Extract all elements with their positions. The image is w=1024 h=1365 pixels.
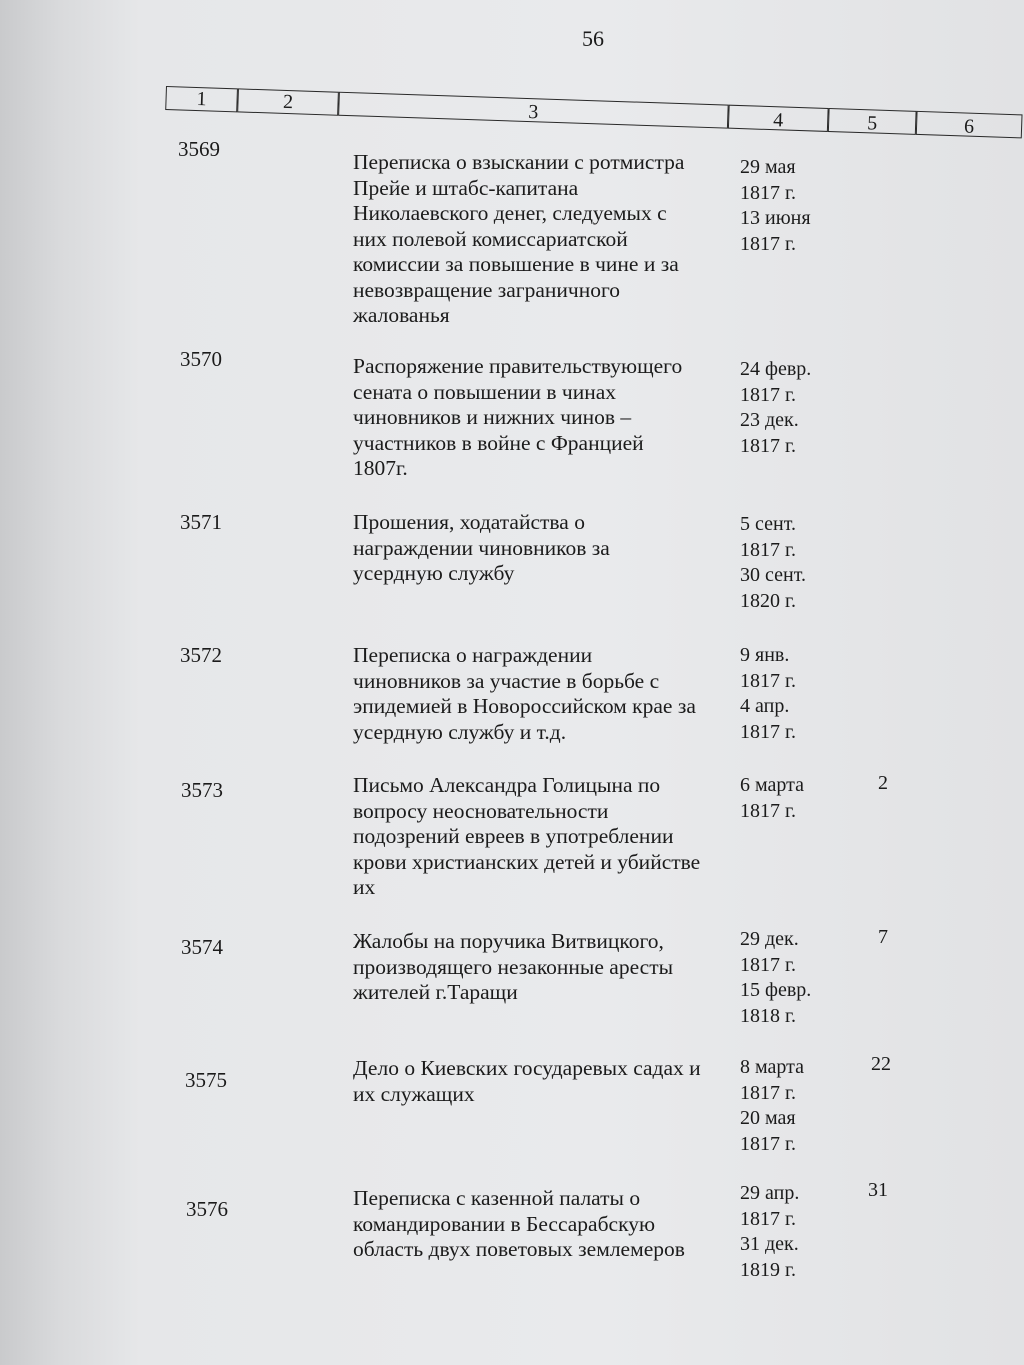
description-line: их [353, 875, 376, 899]
header-col-4: 4 [728, 105, 829, 132]
description-line: Распоряжение правительствующего [353, 354, 683, 378]
entry-dates [740, 927, 850, 1029]
date-line: 29 дек. [740, 928, 799, 950]
description-line: командировании в Бессарабскую [353, 1211, 656, 1236]
description-line: Дело о Киевских государевых садах и [353, 1056, 701, 1080]
date-line: 1817 г. [740, 669, 796, 692]
entry-number: 3570 [180, 347, 222, 371]
entry-description [353, 1186, 725, 1263]
description-line: комиссии за повышение в чине и за [353, 252, 679, 276]
entry-description [353, 929, 725, 1006]
description-line: них полевой комиссариатской [353, 226, 628, 251]
header-col-5: 5 [828, 108, 917, 135]
date-line: 1817 г. [740, 799, 796, 822]
date-line: 30 сент. [740, 564, 806, 586]
date-line: 1817 г. [740, 181, 796, 204]
header-col-3: 3 [338, 92, 729, 129]
header-col-1: 1 [165, 86, 238, 112]
date-line: 1817 г. [740, 1132, 796, 1155]
date-line: 1817 г. [740, 953, 796, 976]
description-line: участников в войне с Францией [353, 430, 644, 455]
date-line: 1819 г. [740, 1258, 796, 1281]
sheet-count: 22 [871, 1053, 891, 1075]
entry-description [353, 643, 725, 745]
description-line: подозрений евреев в употреблении [353, 824, 674, 848]
date-line: 1820 г. [740, 589, 796, 612]
description-line: Прейе и штабс-капитана [353, 175, 579, 200]
date-line: 1817 г. [740, 1207, 796, 1230]
description-line: Переписка о награждении [353, 643, 593, 667]
entry-description [353, 510, 725, 587]
description-line: жителей г.Таращи [353, 980, 518, 1004]
description-line: Прошения, ходатайства о [353, 510, 585, 534]
entry-dates [740, 155, 850, 257]
date-line: 31 дек. [740, 1233, 799, 1255]
entry-number: 3569 [178, 137, 220, 161]
entry-dates [740, 1055, 850, 1157]
description-line: крови христианских детей и убийстве [353, 849, 701, 874]
entry-number: 3571 [180, 510, 222, 534]
entry-dates [740, 512, 850, 614]
header-col-2: 2 [237, 88, 339, 115]
header-col-6: 6 [916, 111, 1023, 139]
sheet-count: 31 [868, 1179, 888, 1201]
date-line: 20 мая [740, 1107, 796, 1129]
description-line: Письмо Александра Голицына по [353, 773, 661, 797]
date-line: 29 апр. [740, 1182, 800, 1204]
date-line: 6 марта [740, 774, 804, 796]
description-line: невозвращение заграничного [353, 277, 621, 302]
entry-dates [740, 357, 850, 459]
description-line: жалованья [353, 303, 450, 327]
description-line: награждении чиновников за [353, 535, 610, 560]
date-line: 1818 г. [740, 1004, 796, 1027]
date-line: 1817 г. [740, 383, 796, 406]
entry-dates [740, 773, 850, 824]
description-line: 1807г. [353, 456, 408, 480]
entry-description [353, 150, 725, 329]
entry-number: 3575 [185, 1068, 227, 1092]
description-line: усердную службу и т.д. [353, 719, 567, 744]
description-line: производящего незаконные аресты [353, 954, 674, 979]
description-line: область двух поветовых землемеров [353, 1237, 685, 1261]
description-line: сената о повышении в чинах [353, 379, 617, 404]
date-line: 1817 г. [740, 538, 796, 561]
description-line: их служащих [353, 1081, 475, 1106]
description-line: чиновников и нижних чинов – [353, 405, 632, 429]
date-line: 23 дек. [740, 409, 799, 431]
entry-description [353, 773, 725, 901]
entry-dates [740, 643, 850, 745]
entry-number: 3574 [181, 935, 223, 959]
entry-dates [740, 1181, 850, 1283]
date-line: 8 марта [740, 1056, 804, 1078]
description-line: эпидемией в Новороссийском крае за [353, 694, 696, 718]
date-line: 29 мая [740, 156, 796, 178]
date-line: 24 февр. [740, 358, 812, 380]
description-line: чиновников за участие в борьбе с [353, 668, 660, 693]
sheet-count: 7 [878, 926, 888, 948]
date-line: 15 февр. [740, 979, 812, 1001]
date-line: 1817 г. [740, 1081, 796, 1104]
entry-description [353, 1056, 725, 1107]
entry-description [353, 354, 725, 482]
entry-number: 3572 [180, 643, 222, 667]
description-line: Переписка о взыскании с ротмистра [353, 150, 685, 174]
sheet-count: 2 [878, 772, 888, 794]
page-number: 56 [582, 26, 604, 51]
description-line: Жалобы на поручика Витвицкого, [353, 929, 664, 953]
date-line: 1817 г. [740, 232, 796, 255]
date-line: 9 янв. [740, 644, 790, 666]
description-line: вопросу неосновательности [353, 798, 609, 823]
description-line: Переписка с казенной палаты о [353, 1186, 641, 1210]
date-line: 5 сент. [740, 513, 796, 535]
entry-number: 3576 [186, 1197, 228, 1221]
date-line: 4 апр. [740, 695, 790, 717]
description-line: Николаевского денег, следуемых с [353, 201, 667, 225]
date-line: 1817 г. [740, 434, 796, 457]
date-line: 1817 г. [740, 720, 796, 743]
description-line: усердную службу [353, 561, 515, 585]
entry-number: 3573 [181, 778, 223, 802]
date-line: 13 июня [740, 207, 811, 229]
